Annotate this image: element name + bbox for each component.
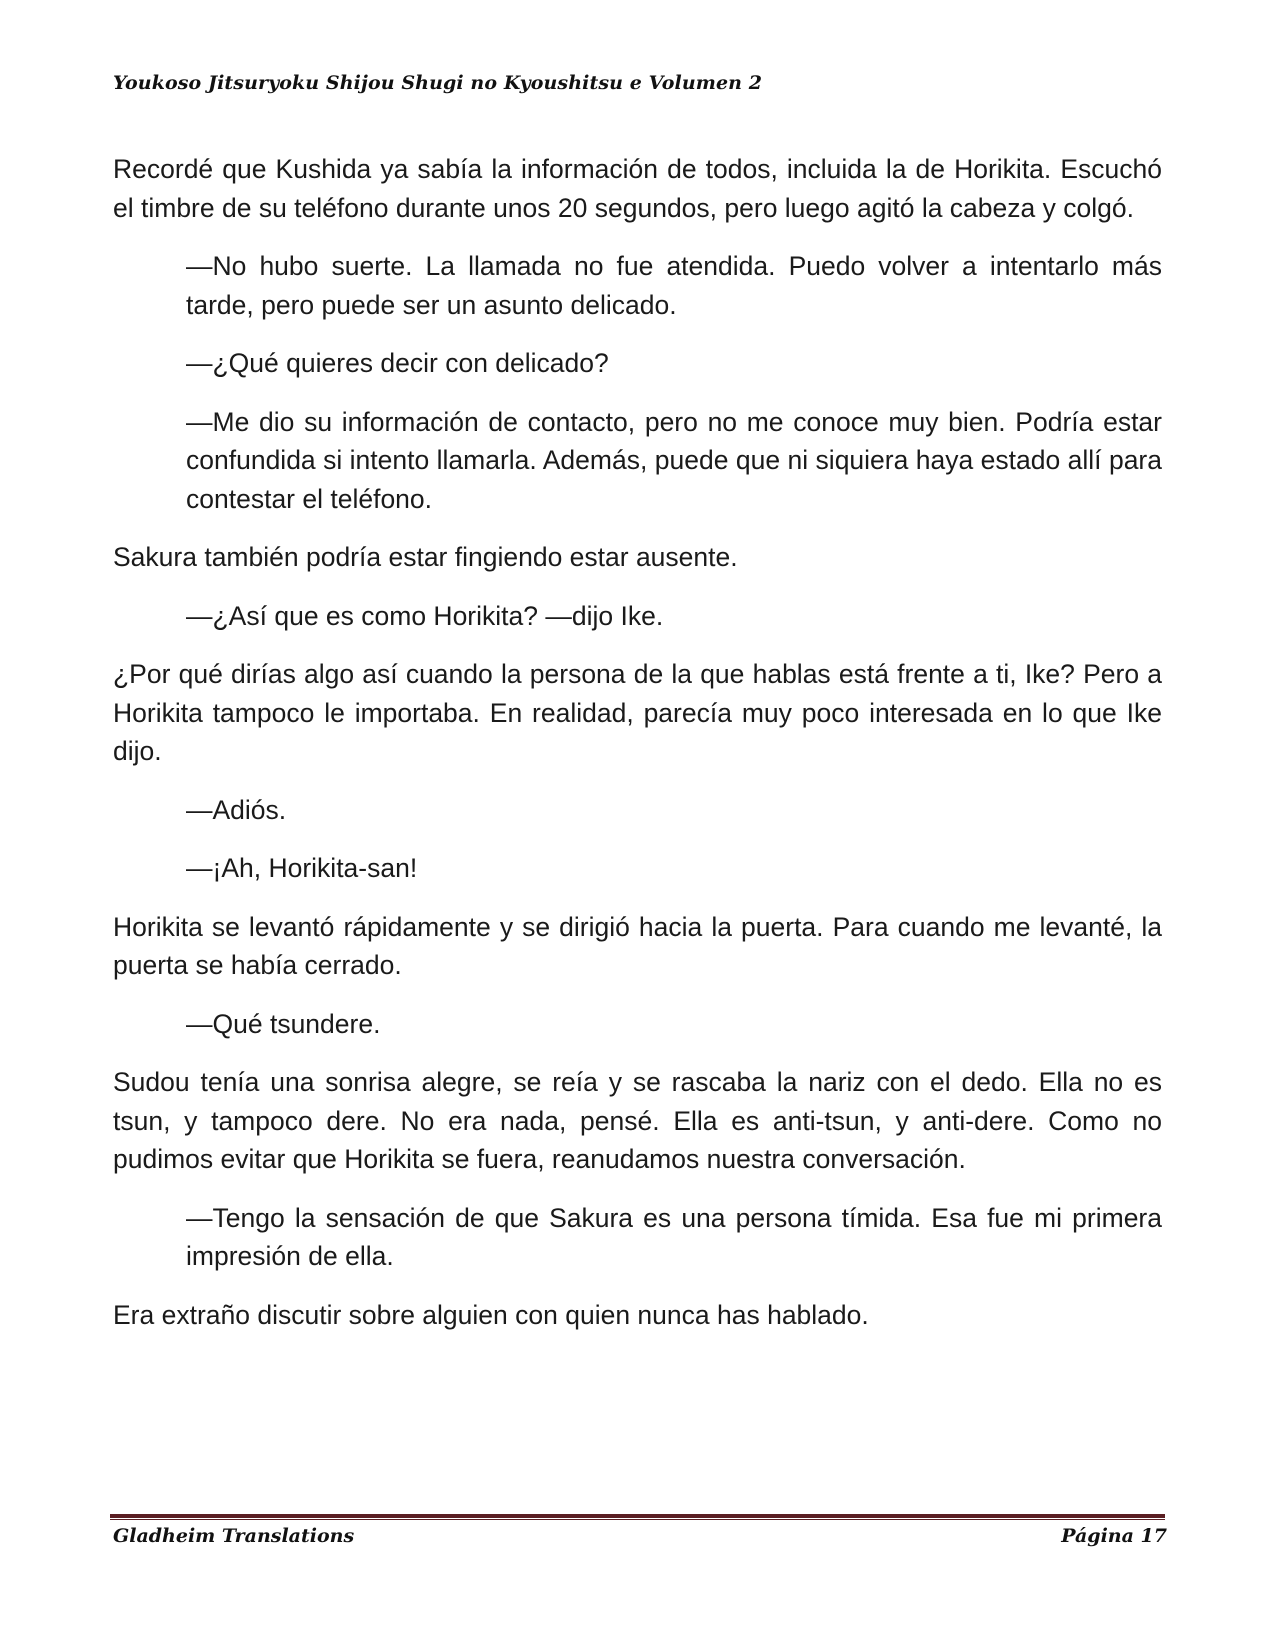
dialogue-paragraph-11: —Qué tsundere. (186, 1008, 381, 1039)
paragraph-5: Sakura también podría estar fingiendo estar ausente. (113, 542, 738, 572)
dialogue-paragraph-13: —Tengo la sensación de que Sakura es una persona tímida. Esa fue mi primera impresión de ella. (186, 1202, 1162, 1271)
paragraph-12: Sudou tenía una sonrisa alegre, se reía y se rascaba la nariz con el dedo. Ella no es tsun, y tampoco dere. No era nada, pensé. Ella es anti-tsun, y anti-dere. Como no pudimos evitar que Horikita se fuera, reanudamos nuestra conversación. (113, 1067, 1162, 1174)
dialogue-paragraph-9: —¡Ah, Horikita-san! (186, 853, 418, 883)
footer-divider (110, 1514, 1165, 1520)
paragraph-7: ¿Por qué dirías algo así cuando la persona de la que hablas está frente a ti, Ike? Pero a Horikita tampoco le importaba. En realidad, parecía muy poco interesada en lo que Ike dijo. (113, 659, 1162, 766)
dialogue-paragraph-3: —¿Qué quieres decir con delicado? (186, 348, 609, 378)
dialogue-paragraph-6: —¿Así que es como Horikita? —dijo Ike. (186, 600, 664, 631)
paragraph-10: Horikita se levantó rápidamente y se dirigió hacia la puerta. Para cuando me levanté, la puerta se había cerrado. (113, 911, 1162, 980)
dialogue-paragraph-8: —Adiós. (186, 794, 287, 825)
document-body (113, 150, 1162, 1354)
dialogue-paragraph-2: —No hubo suerte. La llamada no fue atendida. Puedo volver a intentarlo más tarde, pero puede ser un asunto delicado. (186, 251, 1162, 320)
paragraph-14: Era extraño discutir sobre alguien con quien nunca has hablado. (113, 1299, 869, 1330)
footer-publisher: Gladheim Translations (113, 1525, 355, 1547)
paragraph-1: Recordé que Kushida ya sabía la información de todos, incluida la de Horikita. Escuchó el timbre de su teléfono durante unos 20 segundos, pero luego agitó la cabeza y colgó. (113, 154, 1162, 223)
dialogue-paragraph-4: —Me dio su información de contacto, pero no me conoce muy bien. Podría estar confundida si intento llamarla. Además, puede que ni siquiera haya estado allí para contestar el teléfono. (186, 406, 1162, 514)
footer-page-number: Página 17 (1061, 1525, 1167, 1547)
page-header-title: Youkoso Jitsuryoku Shijou Shugi no Kyoushitsu e Volumen 2 (113, 72, 763, 94)
